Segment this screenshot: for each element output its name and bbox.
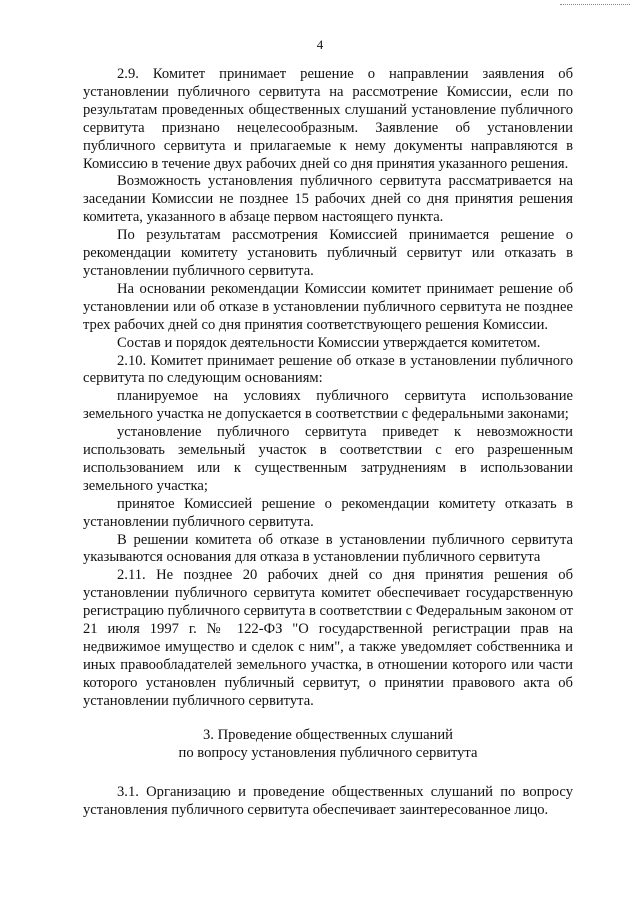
list-item-ground-2: установление публичного сервитута приведет к невозможности использовать земельный участок в соответствии с его разрешенным использованием или к существенным затруднениям в использовании земельного участка;: [83, 424, 573, 494]
list-item-ground-3: принятое Комиссией решение о рекомендации комитету отказать в установлении публичного сервитута.: [83, 495, 573, 530]
section-title-line-1: 3. Проведение общественных слушаний: [203, 726, 453, 743]
page-number: 4: [316, 37, 324, 52]
paragraph-2-10: 2.10. Комитет принимает решение об отказе в установлении публичного сервитута по следующим основаниям:: [83, 352, 573, 387]
paragraph-2-9: 2.9. Комитет принимает решение о направлении заявления об установлении публичного сервитута на рассмотрение Комиссии, если по результатам проведенных общественных слушаний установление публичного сервитута признано нецелесообразным. Заявление об установлении публичного сервитута и прилагаемые к нему документы направляются в Комиссию в течение двух рабочих дней со дня принятия указанного решения.: [83, 66, 573, 172]
paragraph-commission-decision: По результатам рассмотрения Комиссией принимается решение о рекомендации комитету установить публичный сервитут или отказать в установлении публичного сервитута.: [83, 227, 573, 279]
paragraph-2-11: 2.11. Не позднее 20 рабочих дней со дня принятия решения об установлении публичного сервитута комитет обеспечивает государственную регистрацию публичного сервитута в соответствии с Федеральным законом от 21 июля 1997 г. № 122-ФЗ "О государственной регистрации прав на недвижимое имущество и сделок с ним", а также уведомляет собственника и иных правообладателей земельного участка, в отношении которого или части которого установлен публичный сервитут, о принятии правового акта об установлении публичного сервитута.: [83, 567, 573, 709]
paragraph-commission-composition: Состав и порядок деятельности Комиссии утверждается комитетом.: [117, 334, 541, 351]
document-body: [83, 66, 573, 820]
paragraph-committee-decision: На основании рекомендации Комиссии комитет принимает решение об установлении или об отказе в установлении публичного сервитута не позднее трех рабочих дней со дня принятия соответствующего решения Комиссии.: [83, 280, 573, 333]
paragraph-3-1: 3.1. Организацию и проведение общественных слушаний по вопросу установления публичного сервитута обеспечивает заинтересованное лицо.: [83, 784, 573, 819]
section-title-line-2: по вопросу установления публичного сервитута: [178, 744, 478, 761]
paragraph-refusal-grounds: В решении комитета об отказе в установлении публичного сервитута указываются основания для отказа в установлении публичного сервитута: [83, 531, 573, 566]
corner-mark: [560, 0, 630, 5]
section-title: [83, 727, 573, 763]
paragraph-commission-timing: Возможность установления публичного сервитута рассматривается на заседании Комиссии не позднее 15 рабочих дней со дня принятия решения комитета, указанного в абзаце первом настоящего пункта.: [83, 173, 573, 226]
list-item-ground-1: планируемое на условиях публичного сервитута использование земельного участка не допускается в соответствии с федеральными законами;: [83, 388, 573, 423]
